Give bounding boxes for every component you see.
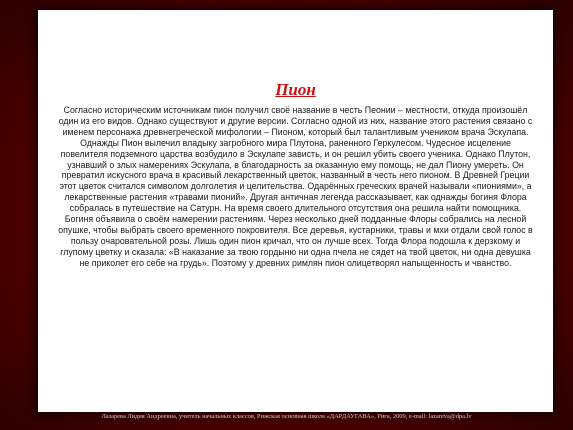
author-footer: Лазарева Лидия Андреевна, учитель начальных классов, Рижская основная школа «ДАРДАУГАВА», Рига, 2009, e-mail: lazareva@dpa.lv (101, 413, 472, 420)
slide-page (38, 10, 553, 412)
slide-body-text: Согласно историческим источникам пион получил своё название в честь Пеонии – местности, откуда произошёл один из его видов. Однако существуют и другие версии. Согласно одной из них, название этого растения связано с именем персонажа древнегреческой мифологии – Пионом, который был талантливым учеником врача Эскулапа. Однажды Пион вылечил владыку загробного мира Плутона, раненного Геркулесом. Чудесное исцеление повелителя подземного царства возбудило в Эскулапе зависть, и он решил убить своего ученика. Однако Плутон, узнавший о злых намерениях Эскулапа, в благодарность за оказанную ему помощь, не дал Пиону умереть. Он превратил искусного врача в красивый лекарственный цветок, названный в честь него пионом. В Древней Греции этот цветок считался символом долголетия и целительства. Одарённых греческих врачей называли «пиониями», а лекарственные растения «травами пионий». Другая античная легенда рассказывает, как однажды богиня Флора собралась в путешествие на Сатурн. На время своего длительного отсутствия она решила найти помощника. Богиня объявила о своём намерении растениям. Через несколько дней подданные Флоры собрались на лесной опушке, чтобы выбрать своего временного покровителя. Все деревья, кустарники, травы и мхи отдали свой голос в пользу очаровательной розы. Лишь один пион кричал, что он лучше всех. Тогда Флора подошла к дерзкому и глупому цветку и сказала: «В наказание за твою гордыню ни одна пчела не сядет на твой цветок, ни одна девушка не приколет его себе на грудь». Поэтому у древних римлян пион олицетворял напыщенность и чванство. (58, 105, 533, 268)
slide-title: Пион (275, 80, 316, 99)
